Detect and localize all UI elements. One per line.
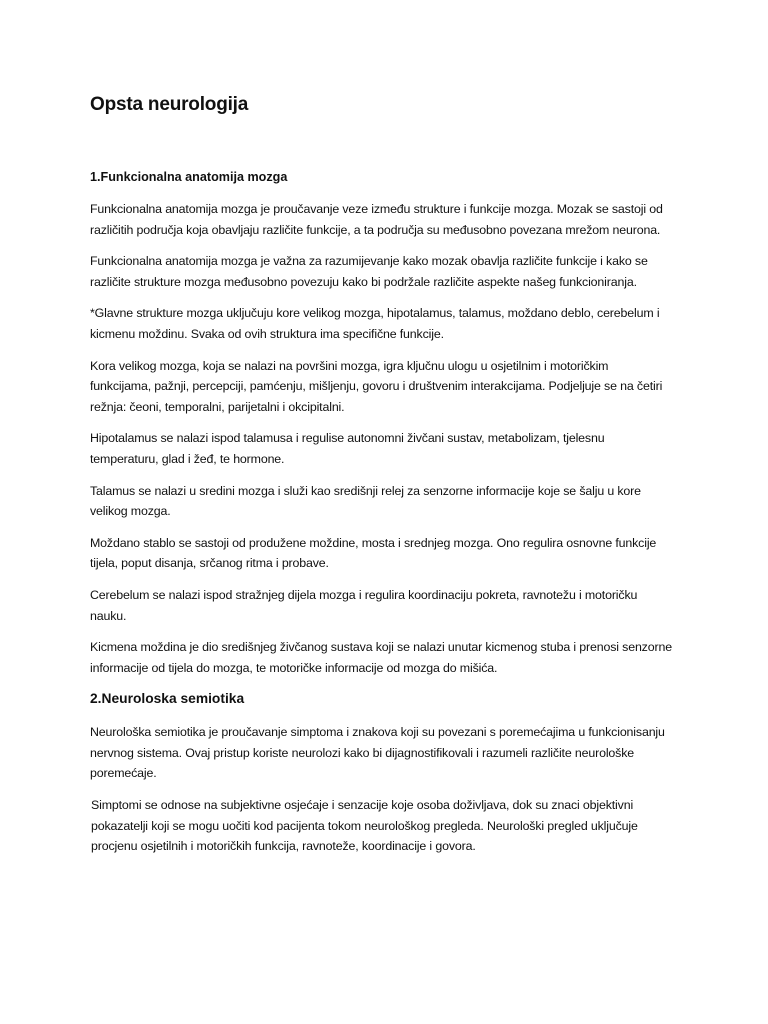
paragraph: Kora velikog mozga, koja se nalazi na površini mozga, igra ključnu ulogu u osjetilnim i motoričkim funkcijama, pažnji, percepciji, pamćenju, mišljenju, govoru i društvenim interakcijama. Podjeljuje se na četiri režnja: čeoni, temporalni, parijetalni i okcipitalni. xyxy=(90,358,663,414)
section-heading-functional-anatomy: 1.Funkcionalna anatomija mozga xyxy=(90,170,288,184)
paragraph: Funkcionalna anatomija mozga je proučavanje veze između strukture i funkcije mozga. Mozak se sastoji od različitih područja koja obavljaju različite funkcije, a ta područja su međusobno povezana mrežom neurona. xyxy=(90,202,663,237)
paragraph: Simptomi se odnose na subjektivne osjećaje i senzacije koje osoba doživljava, dok su znaci objektivni pokazatelji koji se mogu uočiti kod pacijenta tokom neurološkog pregleda. Neurološki pregled uključuje procjenu osjetilnih i motoričkih funkcija, ravnoteže, koordinacije i govora. xyxy=(91,798,638,854)
document-title: Opsta neurologija xyxy=(90,94,249,115)
paragraph: Funkcionalna anatomija mozga je važna za razumijevanje kako mozak obavlja različite funkcije i kako se različite strukture mozga međusobno povezuju kako bi podržale različite aspekte našeg funkcioniranja. xyxy=(90,254,648,289)
paragraph: Hipotalamus se nalazi ispod talamusa i regulise autonomni živčani sustav, metabolizam, tjelesnu temperaturu, glad i žeđ, te hormone. xyxy=(90,431,605,466)
section-heading-neurological-semiotics: 2.Neuroloska semiotika xyxy=(90,691,245,707)
paragraph: Moždano stablo se sastoji od produžene moždine, mosta i srednjeg mozga. Ono regulira osnovne funkcije tijela, poput disanja, srčanog ritma i probave. xyxy=(90,535,657,571)
paragraph: Cerebelum se nalazi ispod stražnjeg dijela mozga i regulira koordinaciju pokreta, ravnotežu i motoričku nauku. xyxy=(90,587,638,623)
paragraph: Talamus se nalazi u sredini mozga i služi kao središnji relej za senzorne informacije koje se šalju u kore velikog mozga. xyxy=(90,483,641,519)
paragraph: *Glavne strukture mozga uključuju kore velikog mozga, hipotalamus, talamus, moždano deblo, cerebelum i kicmenu moždinu. Svaka od ovih struktura ima specifične funkcije. xyxy=(90,306,660,341)
paragraph: Kicmena moždina je dio središnjeg živčanog sustava koji se nalazi unutar kicmenog stuba i prenosi senzorne informacije od tijela do mozga, te motoričke informacije od mozga do mišića. xyxy=(90,640,672,675)
paragraph: Neurološka semiotika je proučavanje simptoma i znakova koji su povezani s poremećajima u funkcionisanju nervnog sistema. Ovaj pristup koriste neurolozi kako bi dijagnostifikovali i razumeli različite neurološke poremećaje. xyxy=(90,725,665,781)
